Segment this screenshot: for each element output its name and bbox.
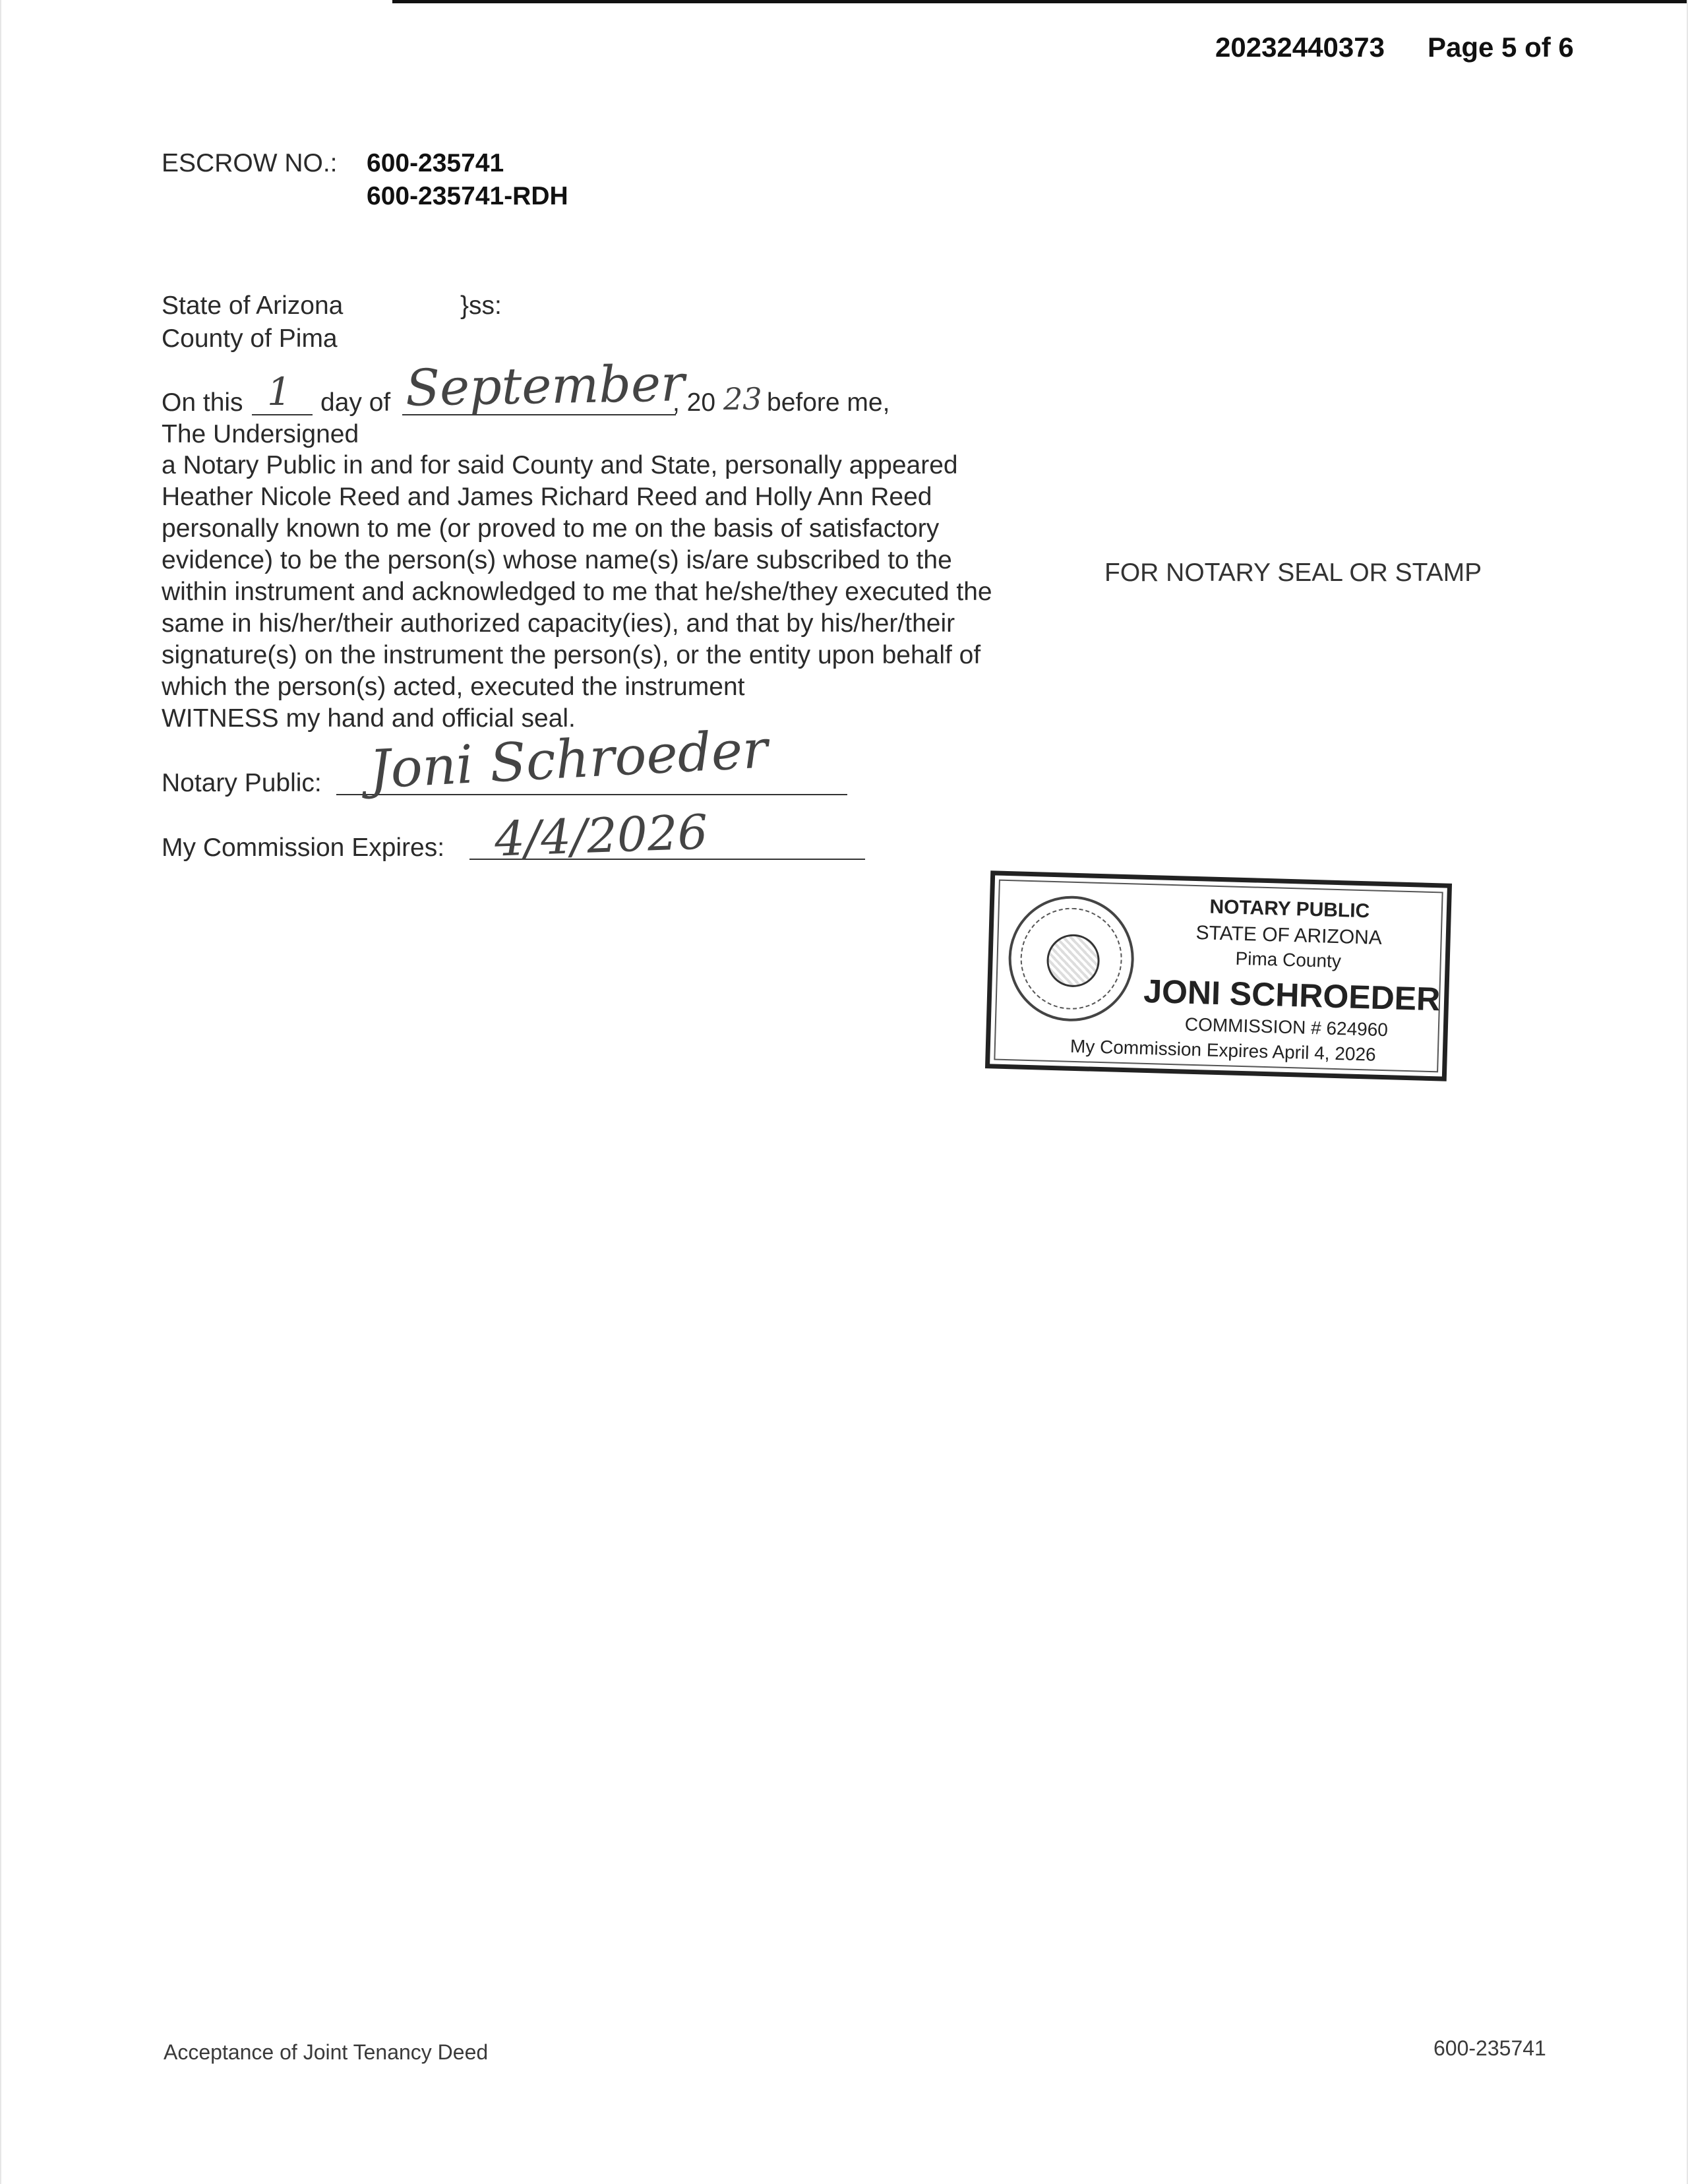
scan-top-border [392, 0, 1688, 3]
ack-line: evidence) to be the person(s) whose name(s) is/are subscribed to the [162, 546, 952, 574]
stamp-commission-expires: My Commission Expires April 4, 2026 [1070, 1035, 1377, 1065]
notary-stamp [985, 870, 1452, 1081]
stamp-state: STATE OF ARIZONA [1195, 922, 1383, 949]
ack-line: Heather Nicole Reed and James Richard Reed and Holly Ann Reed [162, 483, 932, 511]
footer-document-title: Acceptance of Joint Tenancy Deed [164, 2040, 489, 2064]
notary-signature: Joni Schroeder [367, 718, 769, 801]
day-underline [252, 414, 313, 415]
scan-left-edge [0, 0, 1, 2184]
escrow-number-2: 600-235741-RDH [367, 182, 568, 210]
day-handwritten: 1 [267, 369, 291, 414]
month-handwritten: September [405, 353, 685, 417]
venue-county: County of Pima [162, 324, 338, 353]
record-number: 20232440373 [1215, 32, 1385, 63]
commission-expires-label: My Commission Expires: [162, 834, 445, 862]
before-me-label: before me, [767, 388, 890, 417]
footer-escrow-number: 600-235741 [1433, 2036, 1546, 2060]
ack-line: within instrument and acknowledged to me that he/she/they executed the [162, 578, 992, 606]
notary-seal-placeholder: FOR NOTARY SEAL OR STAMP [1104, 559, 1482, 587]
ack-line: signature(s) on the instrument the person(s), or the entity upon behalf of [162, 641, 981, 669]
ack-line: personally known to me (or proved to me on the basis of satisfactory [162, 514, 940, 543]
commission-expires-handwritten: 4/4/2026 [493, 804, 709, 867]
escrow-number-1: 600-235741 [367, 149, 504, 177]
escrow-label: ESCROW NO.: [162, 149, 338, 177]
ack-line: a Notary Public in and for said County and State, personally appeared [162, 451, 958, 479]
stamp-title: NOTARY PUBLIC [1209, 895, 1370, 923]
officer-name: The Undersigned [162, 420, 359, 448]
witness-line: WITNESS my hand and official seal. [162, 704, 576, 733]
page-label: Page 5 of 6 [1428, 32, 1574, 63]
stamp-commission-number: COMMISSION # 624960 [1184, 1014, 1389, 1041]
year-handwritten: 23 [723, 381, 762, 417]
year-prefix: , 20 [673, 388, 716, 417]
venue-ss: }ss: [460, 291, 502, 320]
stamp-county: Pima County [1235, 948, 1342, 972]
venue-state: State of Arizona [162, 291, 344, 320]
on-this-label: On this [162, 388, 243, 417]
ack-line: same in his/her/their authorized capacity(ies), and that by his/her/their [162, 609, 955, 638]
stamp-notary-name: JONI SCHROEDER [1143, 972, 1441, 1018]
day-of-label: day of [320, 388, 391, 417]
notary-public-label: Notary Public: [162, 769, 322, 797]
ack-line: which the person(s) acted, executed the instrument [162, 673, 745, 701]
